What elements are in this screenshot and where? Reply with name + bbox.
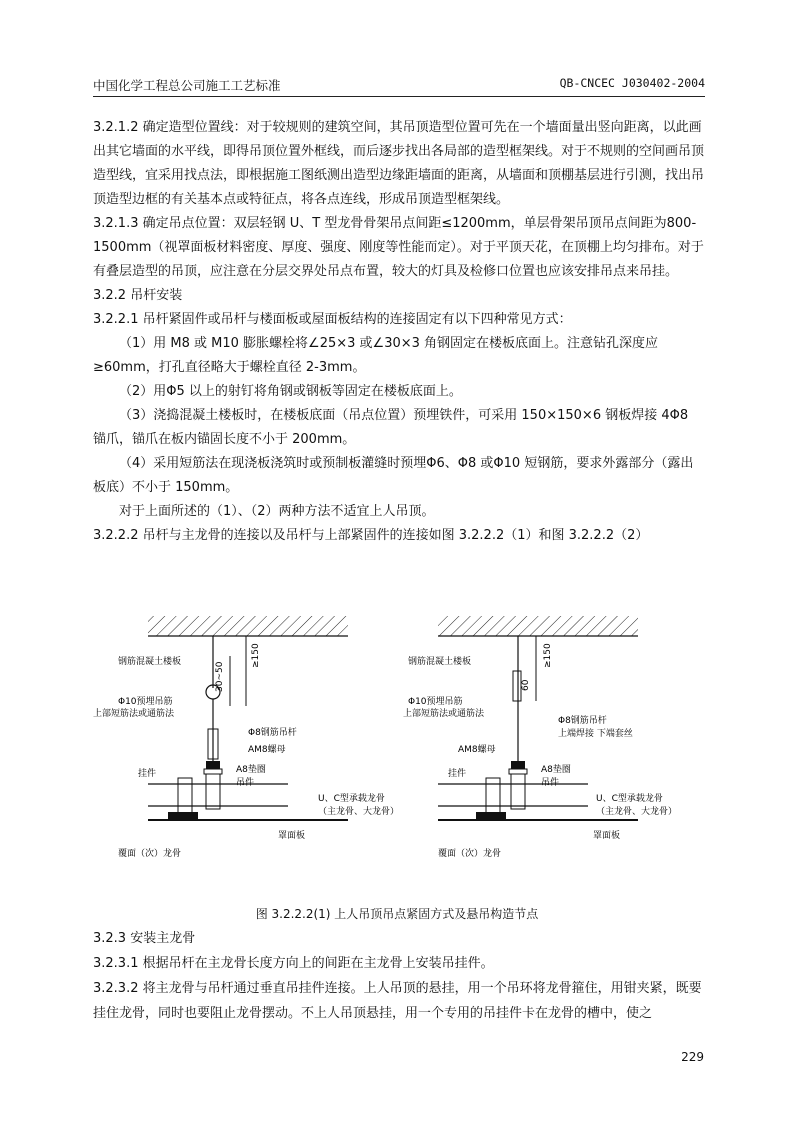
header-standard-code: QB-CNCEC J030402-2004 xyxy=(559,76,705,90)
left-main-label: U、C型承载龙骨 xyxy=(318,794,385,804)
header-standard-org: 中国化学工程总公司施工工艺标准 xyxy=(93,78,281,93)
paragraph-3-2-1-2: 3.2.1.2 确定造型位置线：对于较规则的建筑空间，其吊顶造型位置可先在一个墙面量出竖向距离，以此画出其它墙面的水平线，即得吊顶位置外框线，而后逐步找出各局部的造型框架线。对于不规则的空间画吊顶造型线，宜采用找点法，即根据施工图纸测出造型边缘距墙面的距离，从墙面和顶棚基层进行引测，找出吊顶造型边框的有关基本点或特征点，将各点连线，形成吊顶造型框架线。 xyxy=(93,120,705,207)
left-washer xyxy=(204,769,222,774)
heading-3-2-2: 3.2.2 吊杆安装 xyxy=(93,288,183,303)
left-hook-label: 挂件 xyxy=(138,769,157,779)
method-1: （1）用 M8 或 M10 膨胀螺栓将∠25×3 或∠30×3 角钢固定在楼板底面上。注意钻孔深度应≥60mm，打孔直径略大于螺栓直径 2-3mm。 xyxy=(93,336,659,375)
figure-caption: 图 3.2.2.2(1) 上人吊顶吊点紧固方式及悬吊构造节点 xyxy=(255,907,539,921)
right-embed2-label: 上部短筋法或通筋法 xyxy=(403,709,485,719)
left-dim2: ≥150 xyxy=(251,643,261,668)
right-slab-label: 钢筋混凝土楼板 xyxy=(408,657,472,667)
left-hanger-label: 吊件 xyxy=(236,778,255,788)
left-nut-label: AM8螺母 xyxy=(248,745,286,755)
left-panel-label: 罩面板 xyxy=(278,831,306,841)
body-text-upper xyxy=(93,116,705,548)
right-main2-label: （主龙骨、大龙骨） xyxy=(596,807,678,817)
right-washer-label: A8垫圈 xyxy=(541,765,571,775)
paragraph-3-2-2-1: 3.2.2.1 吊杆紧固件或吊杆与楼面板或屋面板结构的连接固定有以下四种常见方式： xyxy=(93,312,572,327)
left-detail xyxy=(93,616,399,859)
page-number: 229 xyxy=(681,1050,704,1064)
paragraph-3-2-1-3: 3.2.1.3 确定吊点位置：双层轻钢 U、T 型龙骨骨架吊点间距≤1200mm，单层骨架吊顶吊点间距为800-1500mm（视罩面板材料密度、厚度、强度、刚度等性能而定）。对于平顶天花，在顶棚上均匀排布。对于有叠层造型的吊顶，应注意在分层交界处吊点布置，较大的灯具及检修口位置也应该安排吊点来吊挂。 xyxy=(93,216,704,279)
right-sub-label: 覆面（次）龙骨 xyxy=(438,849,502,859)
left-hanger xyxy=(206,774,220,809)
paragraph-3-2-3-2: 3.2.3.2 将主龙骨与吊杆通过垂直吊挂件连接。上人吊顶的悬挂，用一个吊环将龙骨箍住，用钳夹紧，既要挂住龙骨，同时也要阻止龙骨摆动。不上人吊顶悬挂，用一个专用的吊挂件卡在龙骨的槽中，使之 xyxy=(93,981,702,1021)
left-slab-label: 钢筋混凝土楼板 xyxy=(118,657,182,667)
right-detail xyxy=(403,616,677,859)
left-dim1: 30~50 xyxy=(215,661,225,692)
right-main-label: U、C型承载龙骨 xyxy=(596,794,663,804)
left-sub-label: 覆面（次）龙骨 xyxy=(118,849,182,859)
heading-3-2-3: 3.2.3 安装主龙骨 xyxy=(93,931,196,946)
paragraph-3-2-3-1: 3.2.3.1 根据吊杆在主龙骨长度方向上的间距在主龙骨上安装吊挂件。 xyxy=(93,956,494,971)
left-embed-label: Φ10预埋吊筋 xyxy=(118,697,173,707)
ceiling-hanger-figure xyxy=(93,606,678,866)
right-sub-keel xyxy=(476,812,506,820)
paragraph-3-2-2-2: 3.2.2.2 吊杆与主龙骨的连接以及吊杆与上部紧固件的连接如图 3.2.2.2（1）和图 3.2.2.2（2） xyxy=(93,528,649,543)
left-sub-keel xyxy=(168,812,198,820)
right-dim1: 60 xyxy=(521,679,531,691)
right-hanger xyxy=(511,774,525,809)
method-4: （4）采用短筋法在现浇板浇筑时或预制板灌缝时预埋Φ6、Φ8 或Φ10 短钢筋，要求外露部分（露出板底）不小于 150mm。 xyxy=(93,456,694,495)
right-washer xyxy=(509,769,527,774)
right-embed-label: Φ10预埋吊筋 xyxy=(408,697,463,707)
right-rod-label: Φ8钢筋吊杆 xyxy=(558,716,607,726)
left-nut xyxy=(206,761,220,769)
left-main2-label: （主龙骨、大龙骨） xyxy=(318,807,400,817)
method-3: （3）浇捣混凝土楼板时，在楼板底面（吊点位置）预埋铁件，可采用 150×150×6 钢板焊接 4Φ8 锚爪，锚爪在板内锚固长度不小于 200mm。 xyxy=(93,408,689,447)
method-note: 对于上面所述的（1）、（2）两种方法不适宜上人吊顶。 xyxy=(119,504,435,519)
right-slab-hatch xyxy=(438,616,638,636)
method-2: （2）用Φ5 以上的射钉将角钢或钢板等固定在楼板底面上。 xyxy=(119,384,462,399)
left-washer-label: A8垫圈 xyxy=(236,765,266,775)
right-dim2: ≥150 xyxy=(543,643,553,668)
left-rod-label: Φ8钢筋吊杆 xyxy=(248,728,297,738)
right-hook-label: 挂件 xyxy=(448,769,467,779)
right-panel-label: 罩面板 xyxy=(593,831,621,841)
left-embed2-label: 上部短筋法或通筋法 xyxy=(93,709,175,719)
right-weld xyxy=(513,671,521,701)
page-header xyxy=(93,74,705,97)
right-nut-label: AM8螺母 xyxy=(458,745,496,755)
left-slab-hatch xyxy=(148,616,348,636)
body-text-lower xyxy=(93,926,705,1026)
right-nut xyxy=(511,761,525,769)
right-weld-label: 上端焊接 下端套丝 xyxy=(558,729,633,739)
right-hanger-label: 吊件 xyxy=(541,778,560,788)
